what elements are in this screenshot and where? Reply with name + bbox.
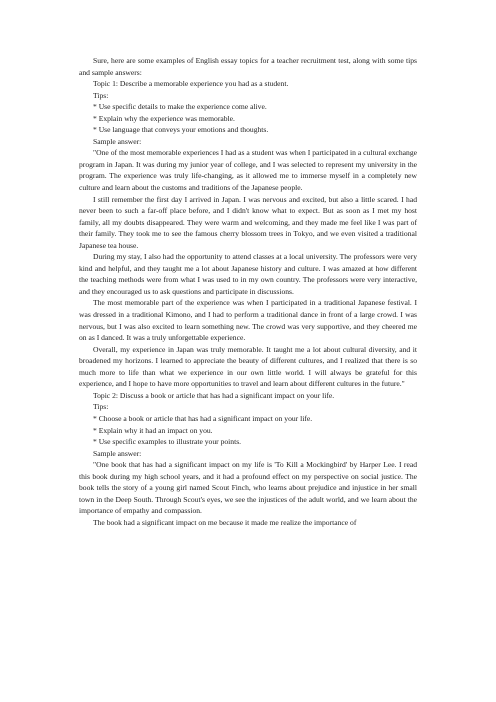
body-paragraph: During my stay, I also had the opportunity to attend classes at a local university. The professors were very kind and helpful, and they taught me a lot about Japanese history and culture. I was amazed at how different the teaching methods were from what I was used to in my own country. The professors were very interactive, and they encouraged us to ask questions and participate in discussions. xyxy=(79,252,417,296)
body-paragraph: The most memorable part of the experience was when I participated in a traditional Japanese festival. I was dressed in a traditional Kimono, and I had to perform a traditional dance in front of a large crowd. I was nervous, but I was also excited to learn something new. The crowd was very supportive, and they cheered me on as I danced. It was a truly unforgettable experience. xyxy=(79,298,417,343)
tip-item: * Choose a book or article that has had a significant impact on your life. xyxy=(93,413,313,423)
tips-label: Tips: xyxy=(93,90,109,100)
body-paragraph: "One book that has had a significant impact on my life is 'To Kill a Mockingbird' by Harper Lee. I read this book during my high school years, and it had a profound effect on my perspective on social justice. The book tells the story of a young girl named Scout Finch, who learns about prejudice and injustice in her small town in the Deep South. Through Scout's eyes, we see the injustices of the adult world, and we learn about the importance of empathy and compassion. xyxy=(79,460,417,516)
sample-answer-label: Sample answer: xyxy=(93,136,142,146)
intro-paragraph: Sure, here are some examples of English essay topics for a teacher recruitment test, along with some tips and sample answers: xyxy=(79,56,417,77)
tip-item: * Use language that conveys your emotions and thoughts. xyxy=(93,125,269,135)
body-paragraph: "One of the most memorable experiences I had as a student was when I participated in a cultural exchange program in Japan. It was during my junior year of college, and I was selected to represent my university in the program. The experience was truly life-changing, as it allowed me to immerse myself in a completely new culture and learn about the customs and traditions of the Japanese people. xyxy=(79,148,417,193)
document-body xyxy=(79,55,417,528)
tip-item: * Use specific details to make the experience come alive. xyxy=(93,102,267,112)
topic-2-heading: Topic 2: Discuss a book or article that has had a significant impact on your life. xyxy=(93,390,335,400)
body-paragraph: The book had a significant impact on me because it made me realize the importance of xyxy=(93,517,357,527)
sample-answer-label: Sample answer: xyxy=(93,448,142,458)
body-paragraph: I still remember the first day I arrived in Japan. I was nervous and excited, but also a little scared. I had never been to such a far-off place before, and I didn't know what to expect. But as soon as I met my host family, all my doubts disappeared. They were warm and welcoming, and they made me feel like I was part of their family. They took me to see the famous cherry blossom trees in Tokyo, and we even visited a traditional Japanese tea house. xyxy=(79,194,417,250)
tip-item: * Use specific examples to illustrate your points. xyxy=(93,437,242,447)
topic-1-heading: Topic 1: Describe a memorable experience you had as a student. xyxy=(93,79,289,89)
body-paragraph: Overall, my experience in Japan was truly memorable. It taught me a lot about cultural diversity, and it broadened my horizons. I learned to appreciate the beauty of different cultures, and I realized that there is so much more to life than what we experience in our own little world. I will always be grateful for this experience, and I hope to have more opportunities to travel and learn about different cultures in the future." xyxy=(79,344,417,389)
tip-item: * Explain why the experience was memorable. xyxy=(93,113,235,123)
tip-item: * Explain why it had an impact on you. xyxy=(93,425,213,435)
tips-label: Tips: xyxy=(93,402,109,412)
